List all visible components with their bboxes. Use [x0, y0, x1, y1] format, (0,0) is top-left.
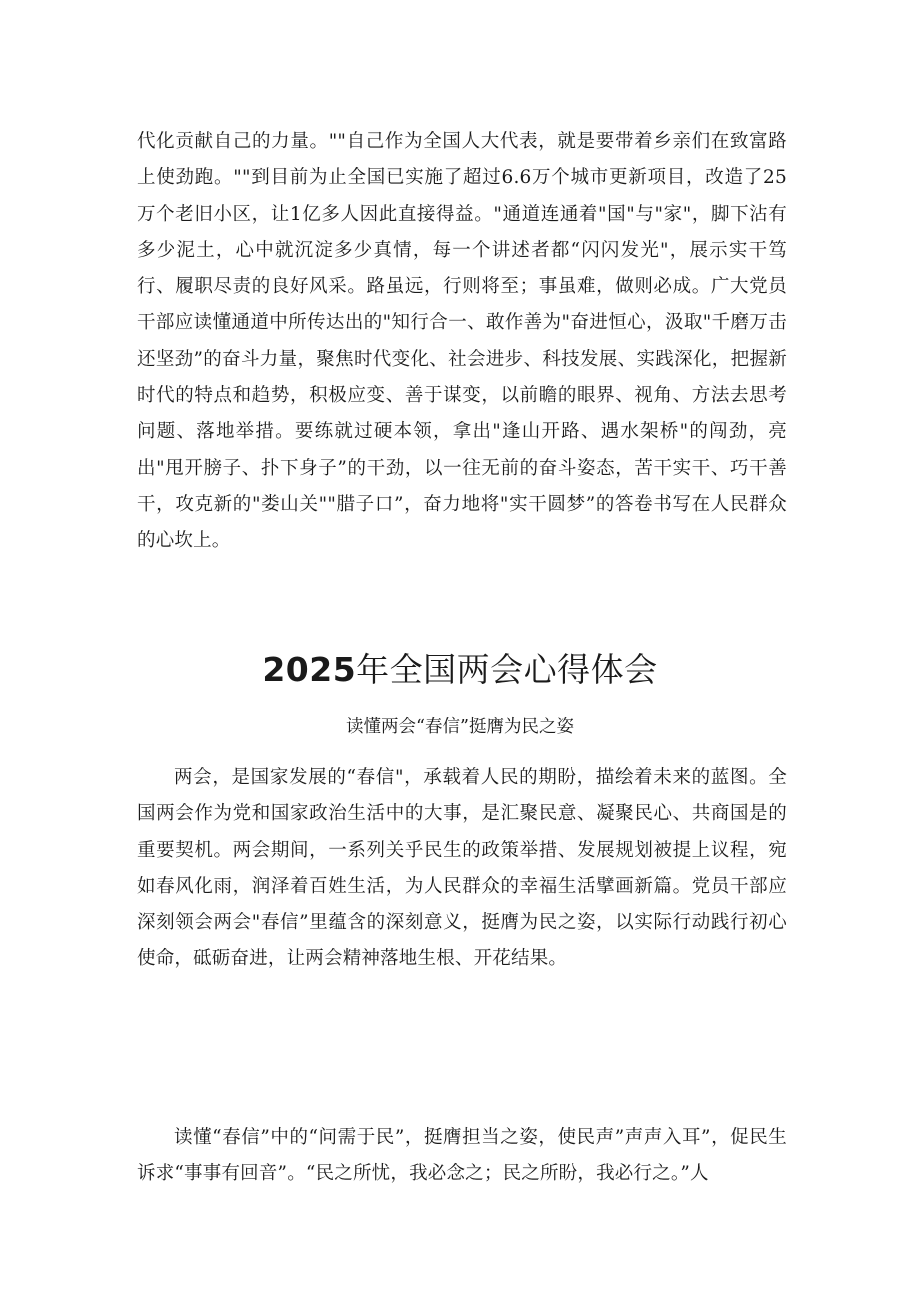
body-paragraph-2: 读懂“春信”中的“问需于民”，挺膺担当之姿，使民声”声声入耳”，促民生诉求“事事有回音”。“民之所忧，我必念之；民之所盼，我必行之。”人 [137, 1127, 787, 1185]
title-year: 2025 [262, 650, 357, 689]
document-subtitle: 读懂两会“春信”挺膺为民之姿 [346, 717, 574, 737]
body-paragraph-1: 两会，是国家发展的“春信"，承载着人民的期盼，描绘着未来的蓝图。全国两会作为党和国家政治生活中的大事，是汇聚民意、凝聚民心、共商国是的重要契机。两会期间，一系列关乎民生的政策举措、发展规划被提上议程，宛如春风化雨，润泽着百姓生活，为人民群众的幸福生活擘画新篇。党员干部应深刻领会两会"春信”里蕴含的深刻意义，挺膺为民之姿，以实际行动践行初心使命，砥砺奋进，让两会精神落地生根、开花结果。 [137, 767, 787, 970]
continuation-paragraph: 代化贡献自己的力量。""自己作为全国人大代表，就是要带着乡亲们在致富路上使劲跑。""到目前为止全国已实施了超过6.6万个城市更新项目，改造了25万个老旧小区，让1亿多人因此直接得益。"通道连通着"国"与"家"，脚下沾有多少泥土，心中就沉淀多少真情，每一个讲述者都“闪闪发光"，展示实干笃行、履职尽责的良好风采。路虽远，行则将至；事虽难，做则必成。广大党员干部应读懂通道中所传达出的"知行合一、敢作善为"奋进恒心，汲取"千磨万击还坚劲”的奋斗力量，聚焦时代变化、社会进步、科技发展、实践深化，把握新时代的特点和趋势，积极应变、善于谋变，以前瞻的眼界、视角、方法去思考问题、落地举措。要练就过硬本领，拿出"逢山开路、遇水架桥"的闯劲，亮出"甩开膀子、扑下身子”的干劲，以一往无前的奋斗姿态，苦干实干、巧干善干，攻克新的"娄山关""腊子口”，奋力地将"实干圆梦”的答卷书写在人民群众的心坎上。 [137, 131, 787, 552]
document-title [0, 648, 920, 692]
title-text: 年全国两会心得体会 [356, 650, 658, 689]
